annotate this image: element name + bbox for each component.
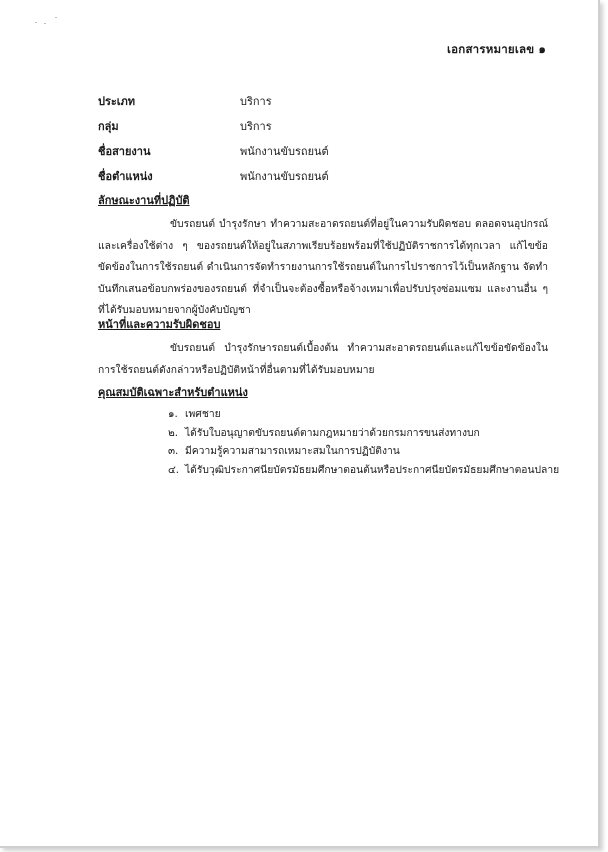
group-label: กลุ่ม: [98, 120, 119, 133]
type-value: บริการ: [240, 95, 272, 108]
line-of-work-label: ชื่อสายงาน: [98, 145, 151, 158]
line-of-work-value: พนักงานขับรถยนต์: [240, 145, 329, 158]
list-item-text: เพศชาย: [185, 408, 221, 420]
job-characteristics-heading: ลักษณะงานที่ปฏิบัติ: [98, 194, 190, 207]
list-item: [168, 424, 559, 443]
info-row-line-of-work: [98, 145, 329, 159]
qualifications-list: [168, 405, 559, 479]
scan-speck: [55, 17, 57, 18]
position-value: พนักงานขับรถยนต์: [240, 170, 329, 183]
list-item-number: ๒.: [168, 426, 179, 439]
duties-heading: หน้าที่และความรับผิดชอบ: [98, 318, 221, 331]
duties-body: ขับรถยนต์ บำรุงรักษารถยนต์เบื้องต้น ทำความสะอาดรถยนต์และแก้ไขข้อขัดข้องในการใช้รถยนต์ดังกล่าวหรือปฏิบัติหน้าที่อื่นตามที่ได้รับมอบหมาย: [98, 342, 548, 376]
info-row-group: [98, 120, 272, 134]
list-item: [168, 405, 559, 424]
list-item-text: มีความรู้ความสามารถเหมาะสมในการปฏิบัติงาน: [185, 445, 400, 457]
type-label: ประเภท: [98, 95, 136, 108]
scan-speck: [35, 22, 37, 23]
list-item-text: ได้รับวุฒิประกาศนียบัตรมัธยมศึกษาตอนต้นหรือประกาศนียบัตรมัธยมศึกษาตอนปลาย: [185, 463, 560, 476]
position-label: ชื่อตำแหน่ง: [98, 170, 153, 183]
group-value: บริการ: [240, 120, 272, 133]
info-row-position: [98, 170, 329, 184]
scan-speck: [44, 23, 46, 24]
info-row-type: [98, 95, 272, 109]
document-number: เอกสารหมายเลข ๑: [447, 42, 546, 56]
list-item-number: ๓.: [168, 445, 179, 457]
list-item: [168, 442, 559, 461]
list-item: [168, 461, 559, 480]
list-item-text: ได้รับใบอนุญาตขับรถยนต์ตามกฎหมายว่าด้วยกรมการขนส่งทางบก: [185, 426, 480, 439]
list-item-number: ๔.: [168, 463, 180, 476]
qualifications-heading: คุณสมบัติเฉพาะสำหรับตำแหน่ง: [98, 386, 248, 399]
job-characteristics-body: ขับรถยนต์ บำรุงรักษา ทำความสะอาดรถยนต์ที่อยู่ในความรับผิดชอบ ตลอดจนอุปกรณ์และเครื่องใช้ต่าง ๆ ของรถยนต์ให้อยู่ในสภาพเรียบร้อยพร้อมที่ใช้ปฏิบัติราชการได้ทุกเวลา แก้ไขข้อขัดข้องในการใช้รถยนต์ ดำเนินการจัดทำรายงานการใช้รถยนต์ในการไปราชการไว้เป็นหลักฐาน จัดทำบันทึกเสนอข้อบกพร่องของรถยนต์ ที่จำเป็นจะต้องซื้อหรือจ้างเหมาเพื่อปรับปรุงซ่อมแซม และงานอื่น ๆ ที่ได้รับมอบหมายจากผู้บังคับบัญชา: [98, 218, 548, 316]
list-item-number: ๑.: [168, 408, 178, 420]
